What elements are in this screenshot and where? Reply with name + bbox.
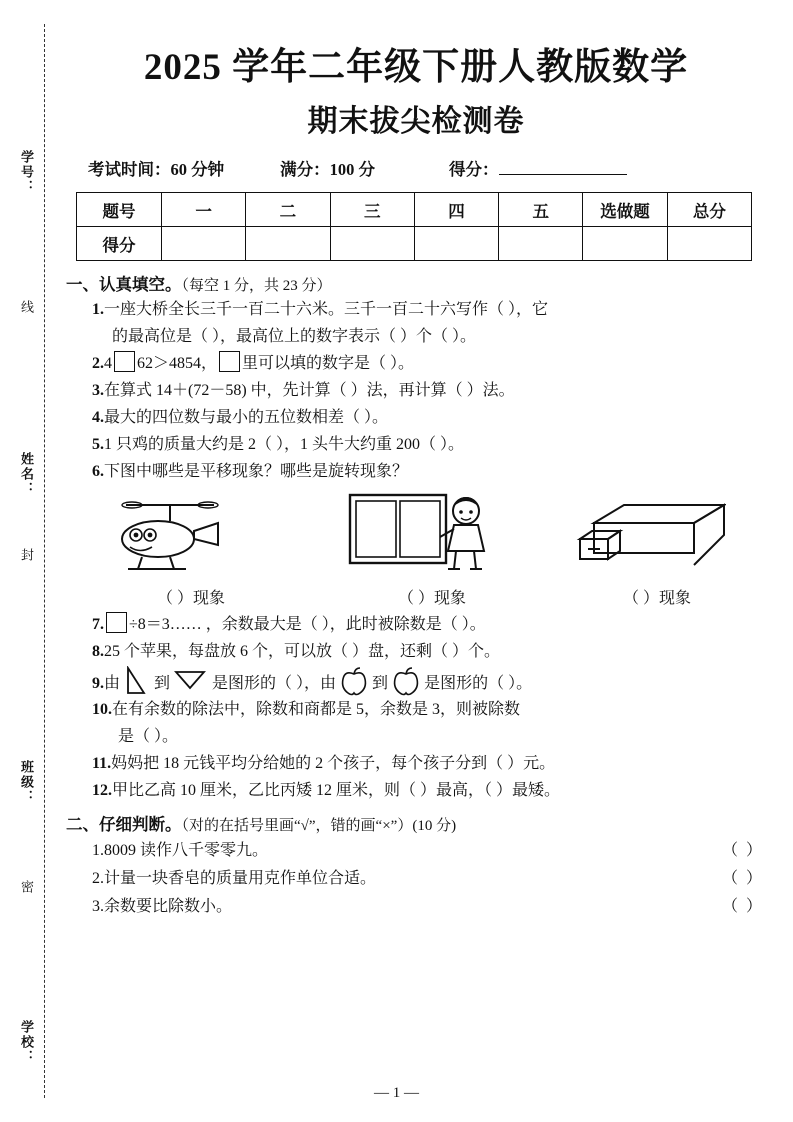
score-table-cell-2[interactable] xyxy=(246,227,330,261)
question-5-number: 5. xyxy=(92,435,104,453)
score-table-header-0: 题号 xyxy=(77,193,162,227)
score-table-header-4: 四 xyxy=(414,193,498,227)
judge-question-3-body xyxy=(92,893,232,921)
question-3-text: 在算式 14＋(72－58) 中，先计算（ ）法，再计算（ ）法。 xyxy=(104,382,515,400)
score-table-header-1: 一 xyxy=(162,193,246,227)
question-6-number: 6. xyxy=(92,462,104,480)
question-12 xyxy=(92,778,766,804)
question-9-text-e: 是图形的（ ）。 xyxy=(424,674,533,692)
margin-label-class: 班级： xyxy=(19,760,34,805)
score-table-header-6: 选做题 xyxy=(583,193,667,227)
margin-label-secret: 密 xyxy=(19,880,34,895)
question-2-after: 里可以填的数字是（ ）。 xyxy=(242,355,415,373)
question-6-text: 下图中哪些是平移现象？哪些是旋转现象？ xyxy=(104,462,409,480)
question-6-figures xyxy=(66,491,766,583)
question-6-figure-labels xyxy=(66,585,766,608)
exam-info-row xyxy=(88,156,766,180)
question-3 xyxy=(92,378,766,404)
section-2-heading xyxy=(66,811,766,835)
question-9-text-d: 到 xyxy=(372,674,389,692)
exam-duration: 考试时间：60 分钟 xyxy=(88,160,225,180)
question-11-number: 11. xyxy=(92,755,112,773)
judge-question-2-answer-paren[interactable]: （ ） xyxy=(721,870,764,888)
question-9-text-a: 由 xyxy=(104,674,121,692)
question-10-number: 10. xyxy=(92,701,112,719)
score-table-cell-7[interactable] xyxy=(667,227,751,261)
question-11 xyxy=(92,751,766,777)
question-1 xyxy=(92,297,766,323)
question-1-cont xyxy=(112,324,766,350)
table-row xyxy=(77,193,752,227)
question-5 xyxy=(92,432,766,458)
fill-box-icon[interactable] xyxy=(114,351,135,372)
page-number: — 1 — xyxy=(374,1085,419,1101)
judge-question-2-text: 计量一块香皂的质量用克作单位合适。 xyxy=(104,870,377,888)
judge-question-3-answer-paren[interactable]: （ ） xyxy=(721,898,764,916)
question-11-text: 妈妈把 18 元钱平均分给她的 2 个孩子，每个孩子分到（ ）元。 xyxy=(111,755,556,773)
question-2-mid: 62＞4854， xyxy=(137,355,218,373)
score-table-header-2: 二 xyxy=(246,193,330,227)
paper-title-line1: 2025 学年二年级下册人教版数学 xyxy=(143,47,689,88)
apple-icon xyxy=(392,666,420,696)
score-table-header-3: 三 xyxy=(330,193,414,227)
question-9-text-b: 到 xyxy=(154,674,171,692)
question-1-text-line1: 一座大桥全长三千一百二十六米。三千一百二十六写作（ ），它 xyxy=(104,301,549,319)
question-10-cont xyxy=(118,724,766,750)
triangle-slanted-icon xyxy=(174,666,208,696)
question-7-number: 7. xyxy=(92,615,104,633)
question-10-text-line1: 在有余数的除法中，除数和商都是 5，余数是 3，则被除数 xyxy=(112,701,521,719)
margin-label-school: 学校： xyxy=(19,1020,34,1065)
exam-score-label: 得分： xyxy=(449,160,499,180)
score-table-cell-3[interactable] xyxy=(330,227,414,261)
question-4-text: 最大的四位数与最小的五位数相差（ ）。 xyxy=(104,409,389,427)
paper-title-line2: 期末拔尖检测卷 xyxy=(307,105,525,139)
fill-box-icon[interactable] xyxy=(106,612,127,633)
question-7-text: ÷8＝3…… ，余数最大是（ ），此时被除数是（ ）。 xyxy=(129,615,486,633)
margin-label-name: 姓名： xyxy=(19,452,34,497)
score-table-cell-6[interactable] xyxy=(583,227,667,261)
score-blank[interactable] xyxy=(499,159,627,175)
question-7 xyxy=(92,612,766,638)
question-5-text: 1 只鸡的质量大约是 2（ ），1 头牛大约重 200（ ）。 xyxy=(104,435,465,453)
section-2-subtitle: （对的在括号里画“√”，错的画“×”）(10 分) xyxy=(181,818,457,835)
score-table-cell-4[interactable] xyxy=(414,227,498,261)
section-1-heading xyxy=(66,271,766,295)
question-8 xyxy=(92,639,766,665)
judge-question-3-number: 3. xyxy=(92,898,104,916)
question-10-text-line2: 是（ ）。 xyxy=(118,728,179,746)
judge-question-2-body xyxy=(92,865,376,893)
score-table-cell-1[interactable] xyxy=(162,227,246,261)
judge-question-1-answer-paren[interactable]: （ ） xyxy=(721,842,764,860)
question-4 xyxy=(92,405,766,431)
score-table-cell-5[interactable] xyxy=(499,227,583,261)
judge-question-2-number: 2. xyxy=(92,870,104,888)
score-table-cell-label: 得分 xyxy=(77,227,162,261)
dashed-fold-line xyxy=(44,24,45,1098)
paper-content xyxy=(66,30,766,921)
judge-question-1-text: 8009 读作八千零零九。 xyxy=(104,842,269,860)
question-12-number: 12. xyxy=(92,782,112,800)
judge-question-1 xyxy=(92,837,764,865)
question-2-number: 2. xyxy=(92,355,104,373)
score-table-header-7: 总分 xyxy=(667,193,751,227)
judge-question-3-text: 余数要比除数小。 xyxy=(104,898,233,916)
question-6 xyxy=(92,459,766,485)
fill-box-icon[interactable] xyxy=(219,351,240,372)
question-1-number: 1. xyxy=(92,301,104,319)
figure-label-1: （ ）现象 xyxy=(156,589,225,607)
question-9-text-c: 是图形的（ ），由 xyxy=(212,674,337,692)
margin-label-student-id: 学号： xyxy=(19,150,34,195)
drawer-icon xyxy=(576,497,726,573)
judge-question-1-number: 1. xyxy=(92,842,104,860)
judge-question-2 xyxy=(92,865,764,893)
section-1-subtitle: （每空 1 分，共 23 分） xyxy=(181,278,332,295)
question-10 xyxy=(92,697,766,723)
question-1-text-line2: 的最高位是（ ），最高位上的数字表示（ ）个（ ）。 xyxy=(112,328,477,346)
sliding-window-icon xyxy=(344,489,514,579)
helicopter-icon xyxy=(96,491,246,581)
question-8-text: 25 个苹果，每盘放 6 个，可以放（ ）盘，还剩（ ）个。 xyxy=(104,642,501,660)
question-3-number: 3. xyxy=(92,382,104,400)
question-9-number: 9. xyxy=(92,674,104,692)
triangle-upright-icon xyxy=(124,666,150,696)
figure-label-3: （ ）现象 xyxy=(622,589,691,607)
figure-label-2: （ ）现象 xyxy=(397,589,466,607)
section-2-title: 二、仔细判断。 xyxy=(66,815,182,835)
question-9 xyxy=(92,666,766,697)
judge-question-1-body xyxy=(92,837,268,865)
binding-margin xyxy=(0,0,64,1122)
question-8-number: 8. xyxy=(92,642,104,660)
judge-question-3 xyxy=(92,893,764,921)
question-2 xyxy=(92,351,766,377)
apple-icon xyxy=(340,666,368,696)
question-12-text: 甲比乙高 10 厘米，乙比丙矮 12 厘米，则（ ）最高，（ ）最矮。 xyxy=(112,782,561,800)
exam-full-marks: 满分：100 分 xyxy=(280,160,375,180)
margin-label-line: 线 xyxy=(19,300,34,315)
question-4-number: 4. xyxy=(92,409,104,427)
score-table-header-5: 五 xyxy=(499,193,583,227)
question-2-before: 4 xyxy=(104,355,112,373)
score-table xyxy=(76,192,752,261)
table-row xyxy=(77,227,752,261)
margin-label-seal: 封 xyxy=(19,548,34,563)
section-1-title: 一、认真填空。 xyxy=(66,275,182,295)
